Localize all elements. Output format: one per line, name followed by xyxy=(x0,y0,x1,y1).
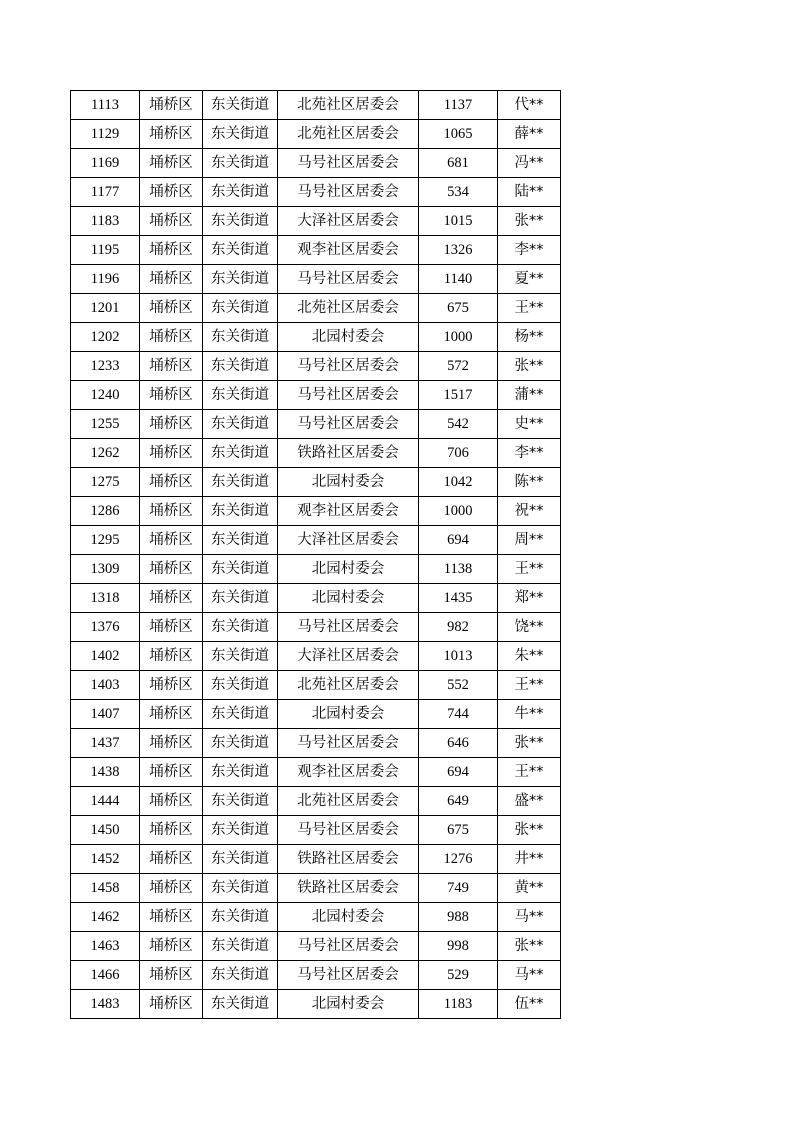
table-cell: 埇桥区 xyxy=(140,323,203,352)
table-cell: 1309 xyxy=(71,555,140,584)
table-cell: 998 xyxy=(419,932,498,961)
table-cell: 1138 xyxy=(419,555,498,584)
table-cell: 马号社区居委会 xyxy=(278,410,419,439)
table-cell: 埇桥区 xyxy=(140,468,203,497)
table-cell: 675 xyxy=(419,294,498,323)
table-cell: 马号社区居委会 xyxy=(278,816,419,845)
table-cell: 1463 xyxy=(71,932,140,961)
table-cell: 东关街道 xyxy=(203,729,278,758)
table-cell: 北苑社区居委会 xyxy=(278,294,419,323)
table-cell: 马** xyxy=(498,903,561,932)
table-cell: 675 xyxy=(419,816,498,845)
table-cell: 埇桥区 xyxy=(140,845,203,874)
table-row xyxy=(71,671,561,700)
table-cell: 马号社区居委会 xyxy=(278,265,419,294)
table-cell: 1275 xyxy=(71,468,140,497)
table-cell: 蒲** xyxy=(498,381,561,410)
table-row xyxy=(71,642,561,671)
table-row xyxy=(71,149,561,178)
table-cell: 681 xyxy=(419,149,498,178)
table-row xyxy=(71,961,561,990)
table-cell: 552 xyxy=(419,671,498,700)
table-row xyxy=(71,265,561,294)
table-cell: 马号社区居委会 xyxy=(278,932,419,961)
table-cell: 东关街道 xyxy=(203,845,278,874)
table-cell: 1295 xyxy=(71,526,140,555)
table-cell: 铁路社区居委会 xyxy=(278,845,419,874)
table-cell: 1407 xyxy=(71,700,140,729)
table-cell: 史** xyxy=(498,410,561,439)
table-cell: 东关街道 xyxy=(203,381,278,410)
table-cell: 马号社区居委会 xyxy=(278,729,419,758)
table-cell: 东关街道 xyxy=(203,149,278,178)
table-cell: 749 xyxy=(419,874,498,903)
table-row xyxy=(71,352,561,381)
table-cell: 铁路社区居委会 xyxy=(278,874,419,903)
table-cell: 北苑社区居委会 xyxy=(278,671,419,700)
table-cell: 埇桥区 xyxy=(140,700,203,729)
table-cell: 马号社区居委会 xyxy=(278,613,419,642)
table-body xyxy=(71,91,561,1019)
table-cell: 1042 xyxy=(419,468,498,497)
table-cell: 东关街道 xyxy=(203,120,278,149)
table-cell: 马号社区居委会 xyxy=(278,352,419,381)
table-cell: 东关街道 xyxy=(203,874,278,903)
table-cell: 铁路社区居委会 xyxy=(278,439,419,468)
table-cell: 东关街道 xyxy=(203,294,278,323)
table-cell: 东关街道 xyxy=(203,178,278,207)
table-row xyxy=(71,178,561,207)
table-cell: 东关街道 xyxy=(203,207,278,236)
table-cell: 埇桥区 xyxy=(140,120,203,149)
table-cell: 埇桥区 xyxy=(140,990,203,1019)
table-cell: 埇桥区 xyxy=(140,439,203,468)
table-row xyxy=(71,903,561,932)
table-cell: 东关街道 xyxy=(203,758,278,787)
table-cell: 埇桥区 xyxy=(140,642,203,671)
table-cell: 1450 xyxy=(71,816,140,845)
table-cell: 东关街道 xyxy=(203,613,278,642)
table-cell: 1233 xyxy=(71,352,140,381)
table-cell: 646 xyxy=(419,729,498,758)
table-cell: 埇桥区 xyxy=(140,381,203,410)
table-cell: 李** xyxy=(498,236,561,265)
table-cell: 1129 xyxy=(71,120,140,149)
table-cell: 1113 xyxy=(71,91,140,120)
table-cell: 牛** xyxy=(498,700,561,729)
table-cell: 埇桥区 xyxy=(140,265,203,294)
table-cell: 朱** xyxy=(498,642,561,671)
table-cell: 埇桥区 xyxy=(140,207,203,236)
table-row xyxy=(71,410,561,439)
table-cell: 杨** xyxy=(498,323,561,352)
table-cell: 北园村委会 xyxy=(278,584,419,613)
table-cell: 埇桥区 xyxy=(140,149,203,178)
table-cell: 1255 xyxy=(71,410,140,439)
table-cell: 1177 xyxy=(71,178,140,207)
table-cell: 王** xyxy=(498,758,561,787)
table-cell: 1435 xyxy=(419,584,498,613)
table-cell: 1437 xyxy=(71,729,140,758)
table-cell: 马** xyxy=(498,961,561,990)
table-cell: 北园村委会 xyxy=(278,990,419,1019)
table-row xyxy=(71,584,561,613)
table-cell: 黄** xyxy=(498,874,561,903)
table-cell: 北苑社区居委会 xyxy=(278,120,419,149)
table-cell: 陆** xyxy=(498,178,561,207)
table-cell: 东关街道 xyxy=(203,816,278,845)
table-cell: 观李社区居委会 xyxy=(278,497,419,526)
table-row xyxy=(71,207,561,236)
table-row xyxy=(71,91,561,120)
table-cell: 东关街道 xyxy=(203,903,278,932)
table-row xyxy=(71,555,561,584)
table-cell: 1195 xyxy=(71,236,140,265)
table-cell: 张** xyxy=(498,932,561,961)
table-cell: 埇桥区 xyxy=(140,294,203,323)
table-cell: 1318 xyxy=(71,584,140,613)
table-row xyxy=(71,323,561,352)
table-cell: 1483 xyxy=(71,990,140,1019)
table-cell: 埇桥区 xyxy=(140,526,203,555)
table-cell: 埇桥区 xyxy=(140,178,203,207)
table-cell: 534 xyxy=(419,178,498,207)
table-cell: 井** xyxy=(498,845,561,874)
table-cell: 埇桥区 xyxy=(140,91,203,120)
table-cell: 东关街道 xyxy=(203,990,278,1019)
table-cell: 观李社区居委会 xyxy=(278,758,419,787)
table-cell: 东关街道 xyxy=(203,932,278,961)
table-cell: 冯** xyxy=(498,149,561,178)
table-cell: 东关街道 xyxy=(203,439,278,468)
table-cell: 埇桥区 xyxy=(140,555,203,584)
table-cell: 埇桥区 xyxy=(140,903,203,932)
table-cell: 1015 xyxy=(419,207,498,236)
table-cell: 观李社区居委会 xyxy=(278,236,419,265)
table-cell: 埇桥区 xyxy=(140,410,203,439)
table-cell: 周** xyxy=(498,526,561,555)
table-cell: 埇桥区 xyxy=(140,816,203,845)
table-cell: 代** xyxy=(498,91,561,120)
table-cell: 东关街道 xyxy=(203,700,278,729)
table-cell: 王** xyxy=(498,294,561,323)
table-cell: 1458 xyxy=(71,874,140,903)
table-cell: 东关街道 xyxy=(203,584,278,613)
table-cell: 1376 xyxy=(71,613,140,642)
table-cell: 北园村委会 xyxy=(278,903,419,932)
table-row xyxy=(71,236,561,265)
table-row xyxy=(71,526,561,555)
table-cell: 张** xyxy=(498,352,561,381)
table-cell: 薛** xyxy=(498,120,561,149)
table-cell: 王** xyxy=(498,671,561,700)
table-cell: 张** xyxy=(498,729,561,758)
table-cell: 东关街道 xyxy=(203,352,278,381)
table-cell: 1402 xyxy=(71,642,140,671)
table-row xyxy=(71,758,561,787)
table-cell: 大泽社区居委会 xyxy=(278,642,419,671)
table-cell: 1262 xyxy=(71,439,140,468)
table-row xyxy=(71,729,561,758)
table-cell: 东关街道 xyxy=(203,961,278,990)
table-cell: 1517 xyxy=(419,381,498,410)
table-cell: 张** xyxy=(498,207,561,236)
table-cell: 1065 xyxy=(419,120,498,149)
table-row xyxy=(71,468,561,497)
table-cell: 东关街道 xyxy=(203,265,278,294)
table-row xyxy=(71,816,561,845)
table-cell: 北苑社区居委会 xyxy=(278,787,419,816)
table-cell: 埇桥区 xyxy=(140,758,203,787)
table-cell: 埇桥区 xyxy=(140,236,203,265)
table-cell: 东关街道 xyxy=(203,526,278,555)
table-cell: 饶** xyxy=(498,613,561,642)
table-cell: 1466 xyxy=(71,961,140,990)
table-cell: 马号社区居委会 xyxy=(278,178,419,207)
table-cell: 1000 xyxy=(419,497,498,526)
table-cell: 东关街道 xyxy=(203,555,278,584)
table-cell: 马号社区居委会 xyxy=(278,961,419,990)
table-row xyxy=(71,990,561,1019)
table-cell: 1276 xyxy=(419,845,498,874)
table-cell: 陈** xyxy=(498,468,561,497)
data-table xyxy=(70,90,561,1019)
table-cell: 埇桥区 xyxy=(140,932,203,961)
table-row xyxy=(71,381,561,410)
table-cell: 祝** xyxy=(498,497,561,526)
table-cell: 伍** xyxy=(498,990,561,1019)
table-cell: 1438 xyxy=(71,758,140,787)
table-cell: 649 xyxy=(419,787,498,816)
table-cell: 大泽社区居委会 xyxy=(278,207,419,236)
table-cell: 埇桥区 xyxy=(140,961,203,990)
table-cell: 大泽社区居委会 xyxy=(278,526,419,555)
table-cell: 埇桥区 xyxy=(140,729,203,758)
table-cell: 埇桥区 xyxy=(140,613,203,642)
table-cell: 694 xyxy=(419,758,498,787)
table-cell: 1000 xyxy=(419,323,498,352)
table-cell: 埇桥区 xyxy=(140,352,203,381)
table-row xyxy=(71,700,561,729)
table-cell: 东关街道 xyxy=(203,91,278,120)
table-cell: 郑** xyxy=(498,584,561,613)
table-row xyxy=(71,845,561,874)
table-cell: 982 xyxy=(419,613,498,642)
table-cell: 1452 xyxy=(71,845,140,874)
table-cell: 北苑社区居委会 xyxy=(278,91,419,120)
table-cell: 东关街道 xyxy=(203,410,278,439)
table-row xyxy=(71,497,561,526)
table-cell: 1169 xyxy=(71,149,140,178)
table-cell: 马号社区居委会 xyxy=(278,381,419,410)
table-cell: 529 xyxy=(419,961,498,990)
table-cell: 542 xyxy=(419,410,498,439)
table-cell: 埇桥区 xyxy=(140,497,203,526)
table-cell: 北园村委会 xyxy=(278,555,419,584)
table-row xyxy=(71,294,561,323)
table-cell: 东关街道 xyxy=(203,497,278,526)
table-cell: 埇桥区 xyxy=(140,787,203,816)
table-cell: 张** xyxy=(498,816,561,845)
table-cell: 东关街道 xyxy=(203,468,278,497)
table-cell: 东关街道 xyxy=(203,323,278,352)
table-cell: 东关街道 xyxy=(203,642,278,671)
table-cell: 1326 xyxy=(419,236,498,265)
table-row xyxy=(71,787,561,816)
table-cell: 马号社区居委会 xyxy=(278,149,419,178)
table-cell: 1196 xyxy=(71,265,140,294)
table-row xyxy=(71,439,561,468)
table-cell: 1240 xyxy=(71,381,140,410)
table-cell: 744 xyxy=(419,700,498,729)
table-cell: 埇桥区 xyxy=(140,874,203,903)
table-cell: 1201 xyxy=(71,294,140,323)
table-row xyxy=(71,932,561,961)
table-row xyxy=(71,874,561,903)
table-cell: 王** xyxy=(498,555,561,584)
table-row xyxy=(71,613,561,642)
table-cell: 李** xyxy=(498,439,561,468)
table-row xyxy=(71,120,561,149)
table-cell: 1462 xyxy=(71,903,140,932)
table-cell: 706 xyxy=(419,439,498,468)
table-cell: 1183 xyxy=(71,207,140,236)
table-cell: 北园村委会 xyxy=(278,468,419,497)
table-cell: 1286 xyxy=(71,497,140,526)
table-cell: 572 xyxy=(419,352,498,381)
table-cell: 1013 xyxy=(419,642,498,671)
table-cell: 694 xyxy=(419,526,498,555)
table-cell: 盛** xyxy=(498,787,561,816)
table-cell: 北园村委会 xyxy=(278,700,419,729)
table-cell: 1137 xyxy=(419,91,498,120)
table-cell: 东关街道 xyxy=(203,787,278,816)
table-cell: 1444 xyxy=(71,787,140,816)
table-cell: 988 xyxy=(419,903,498,932)
table-cell: 1183 xyxy=(419,990,498,1019)
table-cell: 东关街道 xyxy=(203,236,278,265)
table-cell: 埇桥区 xyxy=(140,671,203,700)
table-cell: 1202 xyxy=(71,323,140,352)
table-cell: 夏** xyxy=(498,265,561,294)
table-cell: 1403 xyxy=(71,671,140,700)
table-cell: 东关街道 xyxy=(203,671,278,700)
data-table-container xyxy=(70,90,561,1019)
table-cell: 北园村委会 xyxy=(278,323,419,352)
table-cell: 埇桥区 xyxy=(140,584,203,613)
table-cell: 1140 xyxy=(419,265,498,294)
